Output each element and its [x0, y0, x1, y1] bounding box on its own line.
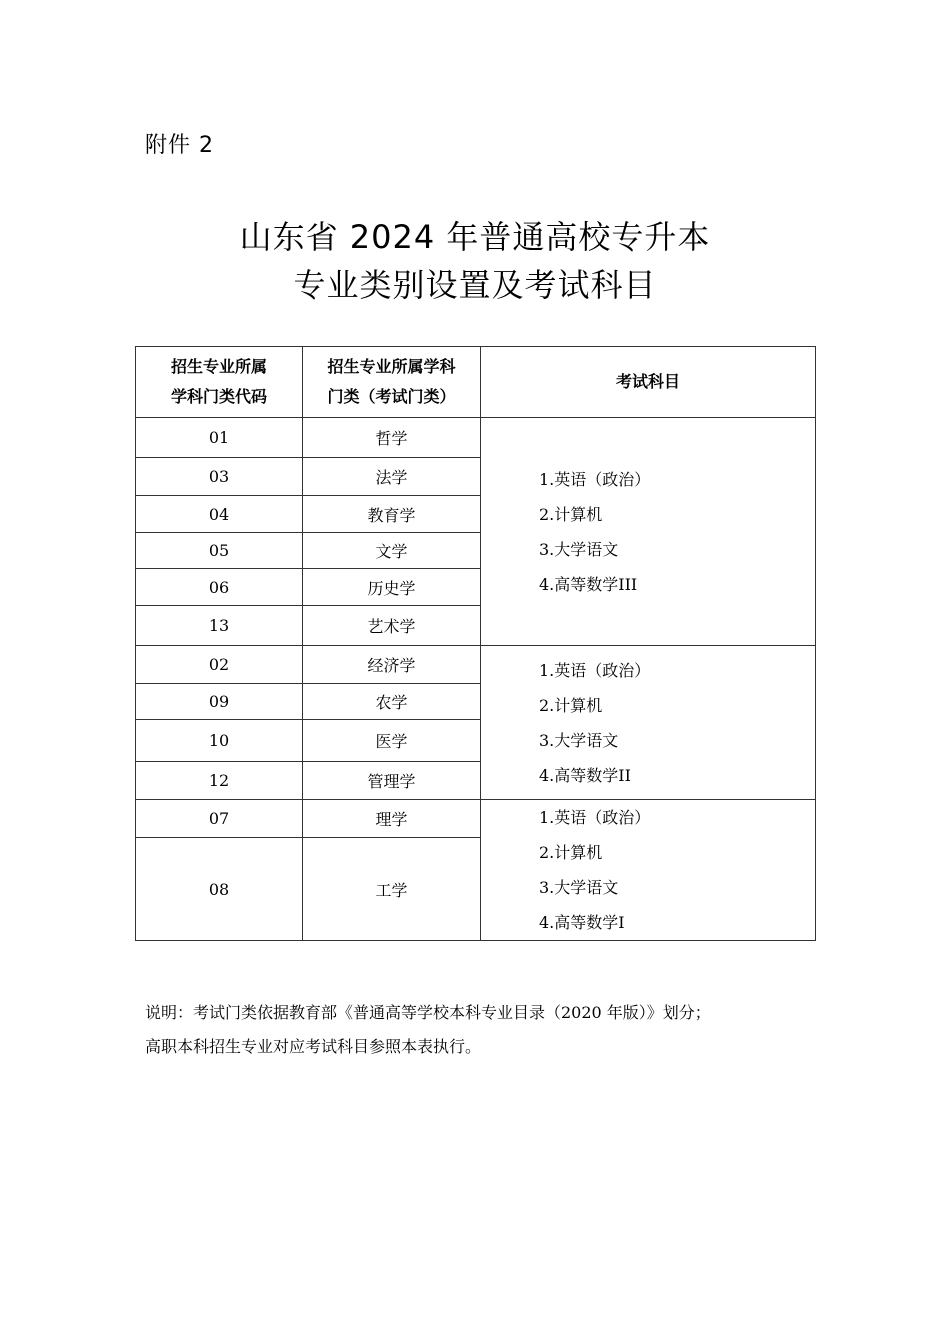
- category-cell: 艺术学: [303, 606, 481, 646]
- subjects-cell-group-2: [481, 646, 816, 800]
- subjects-cell-group-1: [481, 418, 816, 646]
- subject-item: 4.高等数学III: [539, 574, 638, 594]
- header-code-line-1: 招生专业所属: [170, 357, 267, 376]
- category-cell: 经济学: [303, 646, 481, 684]
- subject-item: 2.计算机: [539, 504, 603, 524]
- code-cell: 04: [136, 496, 303, 533]
- subject-item: 1.英语（政治）: [539, 660, 651, 680]
- subject-item: 1.英语（政治）: [539, 469, 651, 489]
- header-category-line-1: 招生专业所属学科: [327, 357, 456, 376]
- note-line-1: 说明：考试门类依据教育部《普通高等学校本科专业目录（2020 年版）》划分；: [145, 1003, 711, 1022]
- category-cell: 文学: [303, 533, 481, 569]
- exam-subjects-table: [135, 346, 816, 941]
- header-code-line-2: 学科门类代码: [170, 387, 267, 406]
- category-cell: 历史学: [303, 569, 481, 606]
- category-cell: 农学: [303, 684, 481, 720]
- subject-item: 4.高等数学I: [539, 913, 625, 932]
- subject-item: 2.计算机: [539, 843, 603, 862]
- explanatory-note: [145, 996, 825, 1064]
- attachment-label: 附件 2: [145, 133, 214, 158]
- subject-item: 3.大学语文: [539, 539, 619, 559]
- code-cell: 01: [136, 418, 303, 458]
- category-cell: 法学: [303, 458, 481, 496]
- table-row: [136, 646, 816, 684]
- header-category: [303, 347, 481, 418]
- code-cell: 12: [136, 762, 303, 800]
- category-cell: 理学: [303, 800, 481, 838]
- code-cell: 08: [136, 838, 303, 941]
- header-subjects: 考试科目: [481, 347, 816, 418]
- table-row: [136, 800, 816, 838]
- code-cell: 03: [136, 458, 303, 496]
- subjects-cell-group-3: [481, 800, 816, 941]
- code-cell: 06: [136, 569, 303, 606]
- document-title-line-2: 专业类别设置及考试科目: [293, 266, 657, 304]
- subject-item: 3.大学语文: [539, 878, 619, 897]
- code-cell: 13: [136, 606, 303, 646]
- subject-item: 4.高等数学II: [539, 765, 631, 785]
- header-category-line-2: 门类（考试门类）: [327, 387, 456, 406]
- category-cell: 管理学: [303, 762, 481, 800]
- category-cell: 工学: [303, 838, 481, 941]
- table-header-row: [136, 347, 816, 418]
- code-cell: 07: [136, 800, 303, 838]
- category-cell: 哲学: [303, 418, 481, 458]
- code-cell: 02: [136, 646, 303, 684]
- header-code: [136, 347, 303, 418]
- category-cell: 教育学: [303, 496, 481, 533]
- table-row: [136, 418, 816, 458]
- code-cell: 05: [136, 533, 303, 569]
- code-cell: 09: [136, 684, 303, 720]
- subject-item: 3.大学语文: [539, 730, 619, 750]
- subject-item: 2.计算机: [539, 695, 603, 715]
- document-title-line-1: 山东省 2024 年普通高校专升本: [239, 218, 711, 256]
- category-cell: 医学: [303, 720, 481, 762]
- subject-item: 1.英语（政治）: [539, 808, 651, 827]
- note-line-2: 高职本科招生专业对应考试科目参照本表执行。: [145, 1037, 482, 1056]
- code-cell: 10: [136, 720, 303, 762]
